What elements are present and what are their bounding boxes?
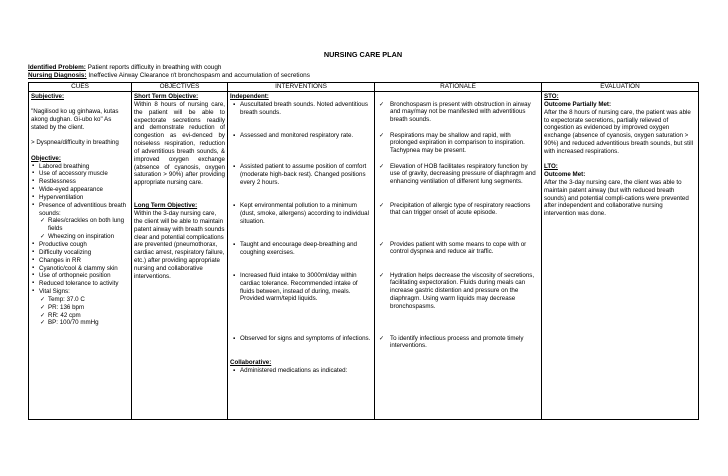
collaborative-heading: Collaborative: <box>230 358 272 366</box>
lto-text: After the 3-day nursing care, the client was able to maintain patent airway (but with reduced breath sounds) and potential compli-cations were prevented after independent and collaborative nursing intervention was done. <box>544 178 689 218</box>
list-item: ▪ Administered medications as indicated: <box>233 366 348 374</box>
list-item: ▪ Observed for signs and symptoms of infections. <box>233 334 371 342</box>
objective-list <box>31 163 129 218</box>
long-term-objective-heading: Long Term Objective: <box>134 202 198 210</box>
list-item: ✓ Elevation of HOB facilitates respiratory function by use of gravity, decreasing pressure of diaphragm and enhancing ventilation of different lung segments. <box>379 162 536 186</box>
list-item: ▪ Hyperventilation <box>31 194 129 202</box>
list-item: ✓ RR: 42 cpm <box>39 312 129 320</box>
lto-heading: LTO: <box>544 163 558 171</box>
nursing-diagnosis <box>28 72 698 80</box>
list-item: ▪ Assisted patient to assume position of comfort (moderate high-back rest). Changed positions every 2 hours. <box>233 162 367 186</box>
objectives-cell <box>132 92 228 420</box>
lto-status: Outcome Met: <box>544 171 586 179</box>
list-item: ▪ Vital Signs: <box>31 288 129 296</box>
sto-status: Outcome Partially Met: <box>544 100 612 108</box>
subjective-heading: Subjective: <box>31 93 65 100</box>
subjective-quote: "Nagilisod ko ug ginhawa, kutas akong dughan. Gi-ubo ko" As stated by the client. <box>31 108 119 132</box>
identified-problem <box>28 64 698 72</box>
sto-heading: STO: <box>544 93 559 100</box>
list-item: ▪ Difficulty vocalizing <box>31 249 129 257</box>
objective-heading: Objective: <box>31 154 61 162</box>
list-item: ▪ Taught and encourage deep-breathing and coughing exercises. <box>233 240 357 256</box>
list-item: ▪ Use of accessory muscle <box>31 170 129 178</box>
cues-cell <box>29 92 132 420</box>
subjective-dyspnea: > Dyspnea/difficulty in breathing <box>31 139 119 147</box>
table-row <box>29 92 699 420</box>
list-item: ✓ Temp: 37.0 C <box>39 296 129 304</box>
list-item: ▪ Use of orthopneic position <box>31 272 129 280</box>
independent-heading: Independent: <box>230 93 269 100</box>
list-item: ▪ Reduced tolerance to activity <box>31 280 129 288</box>
short-term-objective-text: Within 8 hours of nursing care, the patient will be able to expectorate secretions readily and demonstrate reduction of congestion as evi-denced by noiseless respiration, reduction of adventitious breath sounds, & improved oxygen exchange (absence of cyanosis, oxygen saturation > 90%) after providing appropriate nursing care. <box>134 100 225 187</box>
list-item: ✓ Bronchospasm is present with obstruction in airway and may/may not be manifested with adventitious breath sounds. <box>379 100 531 124</box>
list-item: ▪ Restlessness <box>31 178 129 186</box>
column-header-rationale: RATIONALE <box>375 83 542 92</box>
list-item: ✓ To identify infectious process and promote timely interventions. <box>379 334 524 350</box>
identified-problem-text: Patient reports difficulty in breathing with cough <box>85 64 222 71</box>
list-item: ✓ Wheezing on inspiration <box>39 233 129 241</box>
document-title: NURSING CARE PLAN <box>323 50 403 59</box>
list-item: ▪ Assessed and monitored respiratory rate. <box>233 131 354 139</box>
column-header-evaluation: EVALUATION <box>542 83 699 92</box>
identified-problem-label: Identified Problem: <box>28 64 86 71</box>
list-item: ▪ Increased fluid intake to 3000ml/day within cardiac tolerance. Recommended intake of fluids between, instead of during, meals. Provided warm/tepid liquids. <box>233 271 358 303</box>
list-item: ✓ Precipitation of allergic type of respiratory reactions that can trigger onset of acute episode. <box>379 201 531 217</box>
list-item: ▪ Productive cough <box>31 241 129 249</box>
nursing-diagnosis-label: Nursing Diagnosis: <box>28 72 87 79</box>
interventions-cell <box>228 92 375 420</box>
table-header-row <box>29 83 699 92</box>
list-item: ▪ Cyanotic/cool & clammy skin <box>31 265 129 273</box>
care-plan-table <box>28 82 699 420</box>
column-header-interventions: INTERVENTIONS <box>228 83 375 92</box>
list-item: ▪ Presence of adventitious breath sounds: <box>31 202 129 218</box>
rationale-cell <box>375 92 542 420</box>
list-item: ✓ Provides patient with some means to cope with or control dyspnea and reduce air traffic. <box>379 240 527 256</box>
breath-sounds-list <box>31 217 129 241</box>
nursing-care-plan <box>28 50 698 420</box>
list-item: ▪ Wide-eyed appearance <box>31 186 129 194</box>
list-item: ✓ Rales/crackles on both lung fields <box>39 217 129 233</box>
column-header-cues: CUES <box>29 83 132 92</box>
long-term-objective-text: Within the 3-day nursing care, the client will be able to maintain patent airway with breath sounds clear and potential complications are prevented (pneumothorax, cardiac arrest, respiratory failure, etc.) after providing appropriate nursing and collaborative interventions. <box>134 209 225 280</box>
vital-signs-list <box>31 296 129 327</box>
list-item: ✓ PR: 136 bpm <box>39 304 129 312</box>
list-item: ▪ Changes in RR <box>31 257 129 265</box>
sto-text: After the 8 hours of nursing care, the patient was able to expectorate secretions, partially relieved of congestion as evidenced by improved oxygen exchange (absence of cyanosis, oxygen saturation > 90%) and reduced adventitious breath sounds, but still with increased respirations. <box>544 108 693 155</box>
list-item: ✓ BP: 100/70 mmHg <box>39 319 129 327</box>
list-item: ✓ Respirations may be shallow and rapid, with prolonged expiration in comparison to inspiration. Tachypnea may be present. <box>379 131 525 155</box>
short-term-objective-heading: Short Term Objective: <box>134 93 199 100</box>
nursing-diagnosis-text: Ineffective Airway Clearance r/t bronchospasm and accumulation of secretions <box>86 72 310 79</box>
list-item: ▪ Labored breathing <box>31 163 129 171</box>
evaluation-cell <box>542 92 699 420</box>
list-item: ✓ Hydration helps decrease the viscosity of secretions, facilitating expectoration. Fluids during meals can increase gastric distention and pressure on the diaphragm. Using warm liquids may decrease bronchospasms. <box>379 271 535 310</box>
column-header-objectives: OBJECTIVES <box>132 83 228 92</box>
list-item: ▪ Auscultated breath sounds. Noted adventitious breath sounds. <box>233 100 368 116</box>
objective-list-2 <box>31 241 129 296</box>
list-item: ▪ Kept environmental pollution to a minimum (dust, smoke, allergens) according to individual situation. <box>233 201 369 225</box>
